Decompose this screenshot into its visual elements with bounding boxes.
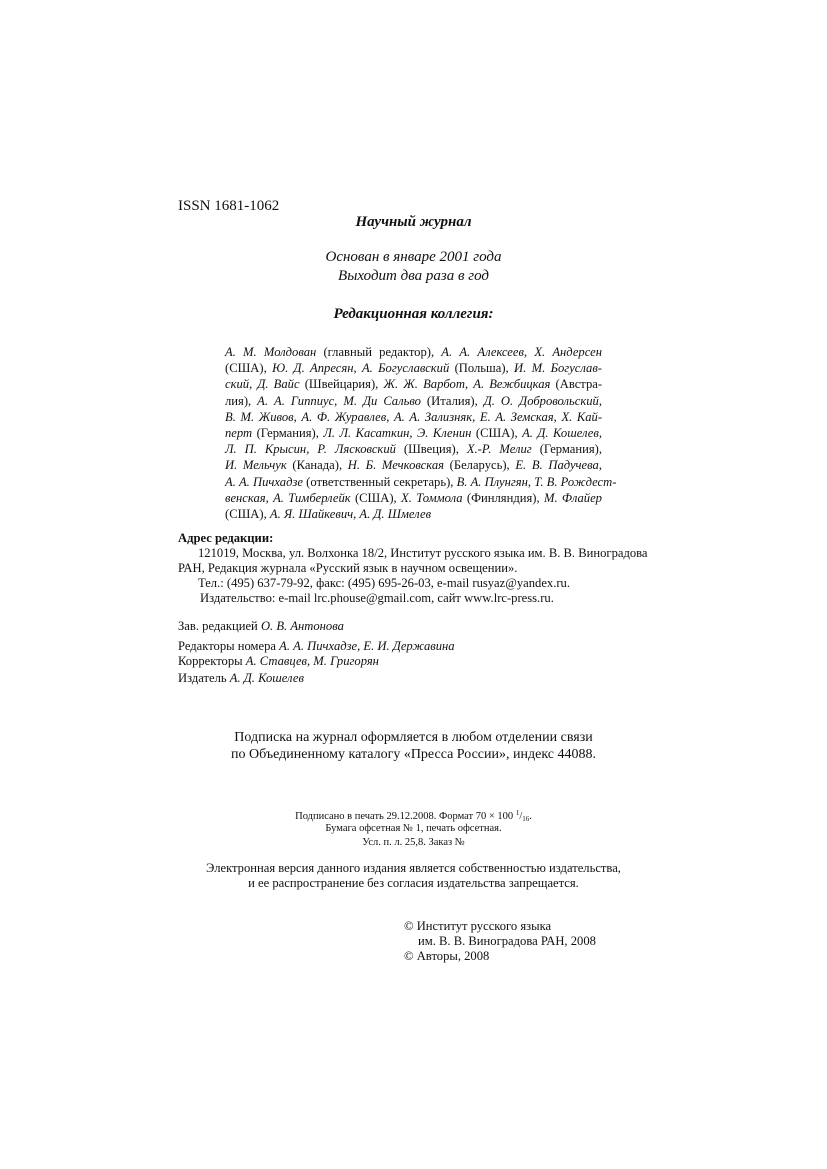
proofreaders-label: Корректоры (178, 654, 246, 668)
board-text: (главный редактор), (316, 345, 442, 359)
board-text: , (553, 409, 562, 424)
board-text: , (472, 409, 480, 424)
board-line (225, 441, 602, 457)
managing-editor-label: Зав. редакцией (178, 619, 261, 633)
board-member-name: Д. О. Добровольский (483, 393, 599, 408)
address-line: 121019, Москва, ул. Волхонка 18/2, Институт русского языка им. В. В. Виноградова (198, 546, 648, 560)
board-member-name: Л. Л. Касаткин (323, 425, 410, 440)
board-member-name: А. Вежбицкая (473, 377, 551, 392)
board-text: (Германия), (252, 425, 324, 440)
board-text: (Швейцария), (299, 377, 384, 392)
board-text: , (353, 361, 362, 376)
board-member-name: М. Флайер (543, 490, 602, 505)
board-line (225, 376, 602, 392)
board-member-name: Ю. Д. Апресян (272, 361, 354, 376)
board-text: (Швеция), (395, 442, 467, 457)
board-member-name: ский (225, 377, 250, 392)
board-member-name: И. Мельчук (225, 458, 287, 473)
board-text: (Австра- (550, 377, 603, 392)
board-line (225, 409, 602, 425)
electronic-version-notice: и ее распространение без согласия издательства запрещается. (248, 876, 579, 890)
board-member-name: венская (225, 490, 266, 505)
board-text: (Канада), (286, 458, 348, 473)
founded-date: Основан в январе 2001 года (325, 249, 502, 265)
board-member-name: А. Богуславский (361, 361, 450, 376)
print-info-line: Усл. п. л. 25,8. Заказ № (362, 837, 465, 848)
board-text: , (306, 442, 318, 457)
electronic-version-notice: Электронная версия данного издания является собственностью издательства, (206, 861, 621, 875)
board-text: , (523, 345, 535, 359)
board-member-name: М. Ди Сальво (343, 393, 421, 408)
board-text: , (353, 506, 360, 521)
proofreaders (178, 654, 379, 669)
board-member-name: А. А. Алексеев (441, 345, 524, 359)
board-member-name: Х. Кай- (561, 409, 603, 424)
board-line (225, 457, 602, 473)
board-text: (Финляндия), (462, 490, 544, 505)
board-member-name: Х.-Р. Мелиг (466, 442, 532, 457)
board-member-name: В. А. Плунгян (456, 474, 528, 489)
publisher-label: Издатель (178, 671, 230, 685)
board-member-name: Е. В. Падучева (515, 458, 599, 473)
copyright-line: © Институт русского языка (404, 919, 552, 933)
board-text: (США), (225, 506, 270, 521)
board-member-name: Н. Б. Мечковская (347, 458, 444, 473)
board-line (225, 393, 602, 409)
board-text: (Польша), (449, 361, 515, 376)
board-text: (Италия), (420, 393, 484, 408)
board-text: (США), (225, 361, 273, 376)
board-line (225, 360, 602, 376)
editorial-board-list (225, 344, 617, 522)
issue-editors-names: А. А. Пичхадзе, Е. И. Державина (279, 639, 455, 653)
board-text: , (265, 490, 274, 505)
board-text: (США), (471, 425, 523, 440)
board-line (225, 474, 617, 490)
subscription-line: по Объединенному каталогу «Пресса России», индекс 44088. (230, 747, 596, 762)
board-member-name: А. Я. Шайкевич (269, 506, 354, 521)
publisher (178, 671, 304, 686)
journal-type: Научный журнал (355, 214, 472, 230)
board-member-name: А. А. Гиппиус (257, 393, 335, 408)
board-text: , (598, 393, 602, 408)
board-text: (США), (350, 490, 402, 505)
board-member-name: Р. Лясковский (317, 442, 396, 457)
board-line (225, 344, 602, 360)
issue-editors (178, 639, 455, 654)
print-info-line: Бумага офсетная № 1, печать офсетная. (325, 823, 502, 834)
board-member-name: Д. Вайс (257, 377, 300, 392)
copyright-line: © Авторы, 2008 (404, 949, 490, 963)
board-text: , (409, 425, 418, 440)
managing-editor-name: О. В. Антонова (260, 619, 344, 633)
board-member-name: А. Ф. Журавлев (301, 409, 387, 424)
board-member-name: Э. Кленин (417, 425, 472, 440)
publication-frequency: Выходит два раза в год (338, 268, 489, 284)
board-member-name: Е. А. Земская (479, 409, 554, 424)
board-member-name: А. Д. Шмелев (359, 506, 432, 521)
board-text: , (386, 409, 394, 424)
board-text: , (249, 377, 258, 392)
board-member-name: Ж. Ж. Варбот (383, 377, 465, 392)
copyright-line: им. В. В. Виноградова РАН, 2008 (418, 934, 596, 948)
board-member-name: И. М. Богуслав- (514, 361, 602, 376)
contact-phone-line: Тел.: (495) 637-79-92, факс: (495) 695-26-03, e-mail rusyaz@yandex.ru. (198, 576, 570, 590)
board-member-name: Л. П. Крысин (225, 442, 307, 457)
publisher-name: А. Д. Кошелев (229, 671, 304, 685)
proofreaders-names: А. Ставцев, М. Григорян (245, 654, 379, 668)
board-text: , (293, 409, 302, 424)
board-text: (Беларусь), (444, 458, 516, 473)
board-line (225, 425, 602, 441)
board-member-name: В. М. Живов (225, 409, 294, 424)
editorial-board-title: Редакционная коллегия: (333, 306, 494, 322)
board-member-name: А. М. Молдован (225, 345, 317, 359)
board-text: , (598, 425, 603, 440)
board-member-name: А. А. Пичхадзе (225, 474, 303, 489)
issue-editors-label: Редакторы номера (178, 639, 280, 653)
print-info-line: Подписано в печать 29.12.2008. Формат 70 × 100 $^1/_{16}$. (295, 809, 532, 823)
board-line (225, 490, 602, 506)
issn: ISSN 1681-1062 (178, 198, 280, 214)
address-title: Адрес редакции: (178, 531, 274, 545)
board-line (225, 506, 602, 522)
board-text: , (527, 474, 535, 489)
publisher-contact-line: Издательство: e-mail lrc.phouse@gmail.com, сайт www.lrc-press.ru. (200, 591, 554, 605)
subscription-line: Подписка на журнал оформляется в любом отделении связи (234, 730, 593, 745)
board-member-name: Т. В. Рождест- (534, 474, 617, 489)
board-member-name: Х. Томмола (401, 490, 463, 505)
board-text: (ответственный секретарь), (302, 474, 457, 489)
board-member-name: перт (225, 425, 253, 440)
board-member-name: А. А. Зализняк (393, 409, 473, 424)
address-line: РАН, Редакция журнала «Русский язык в научном освещении». (178, 561, 518, 575)
board-member-name: А. Д. Кошелев (522, 425, 599, 440)
board-text: , (334, 393, 344, 408)
board-member-name: Х. Андерсен (534, 345, 602, 359)
managing-editor (178, 619, 344, 634)
board-text: лия), (225, 393, 258, 408)
board-text: , (598, 458, 602, 473)
board-text: (Германия), (531, 442, 602, 457)
board-member-name: А. Тимберлейк (273, 490, 351, 505)
format-fraction: $^1/_{16}$ (515, 809, 530, 823)
board-text: , (464, 377, 474, 392)
